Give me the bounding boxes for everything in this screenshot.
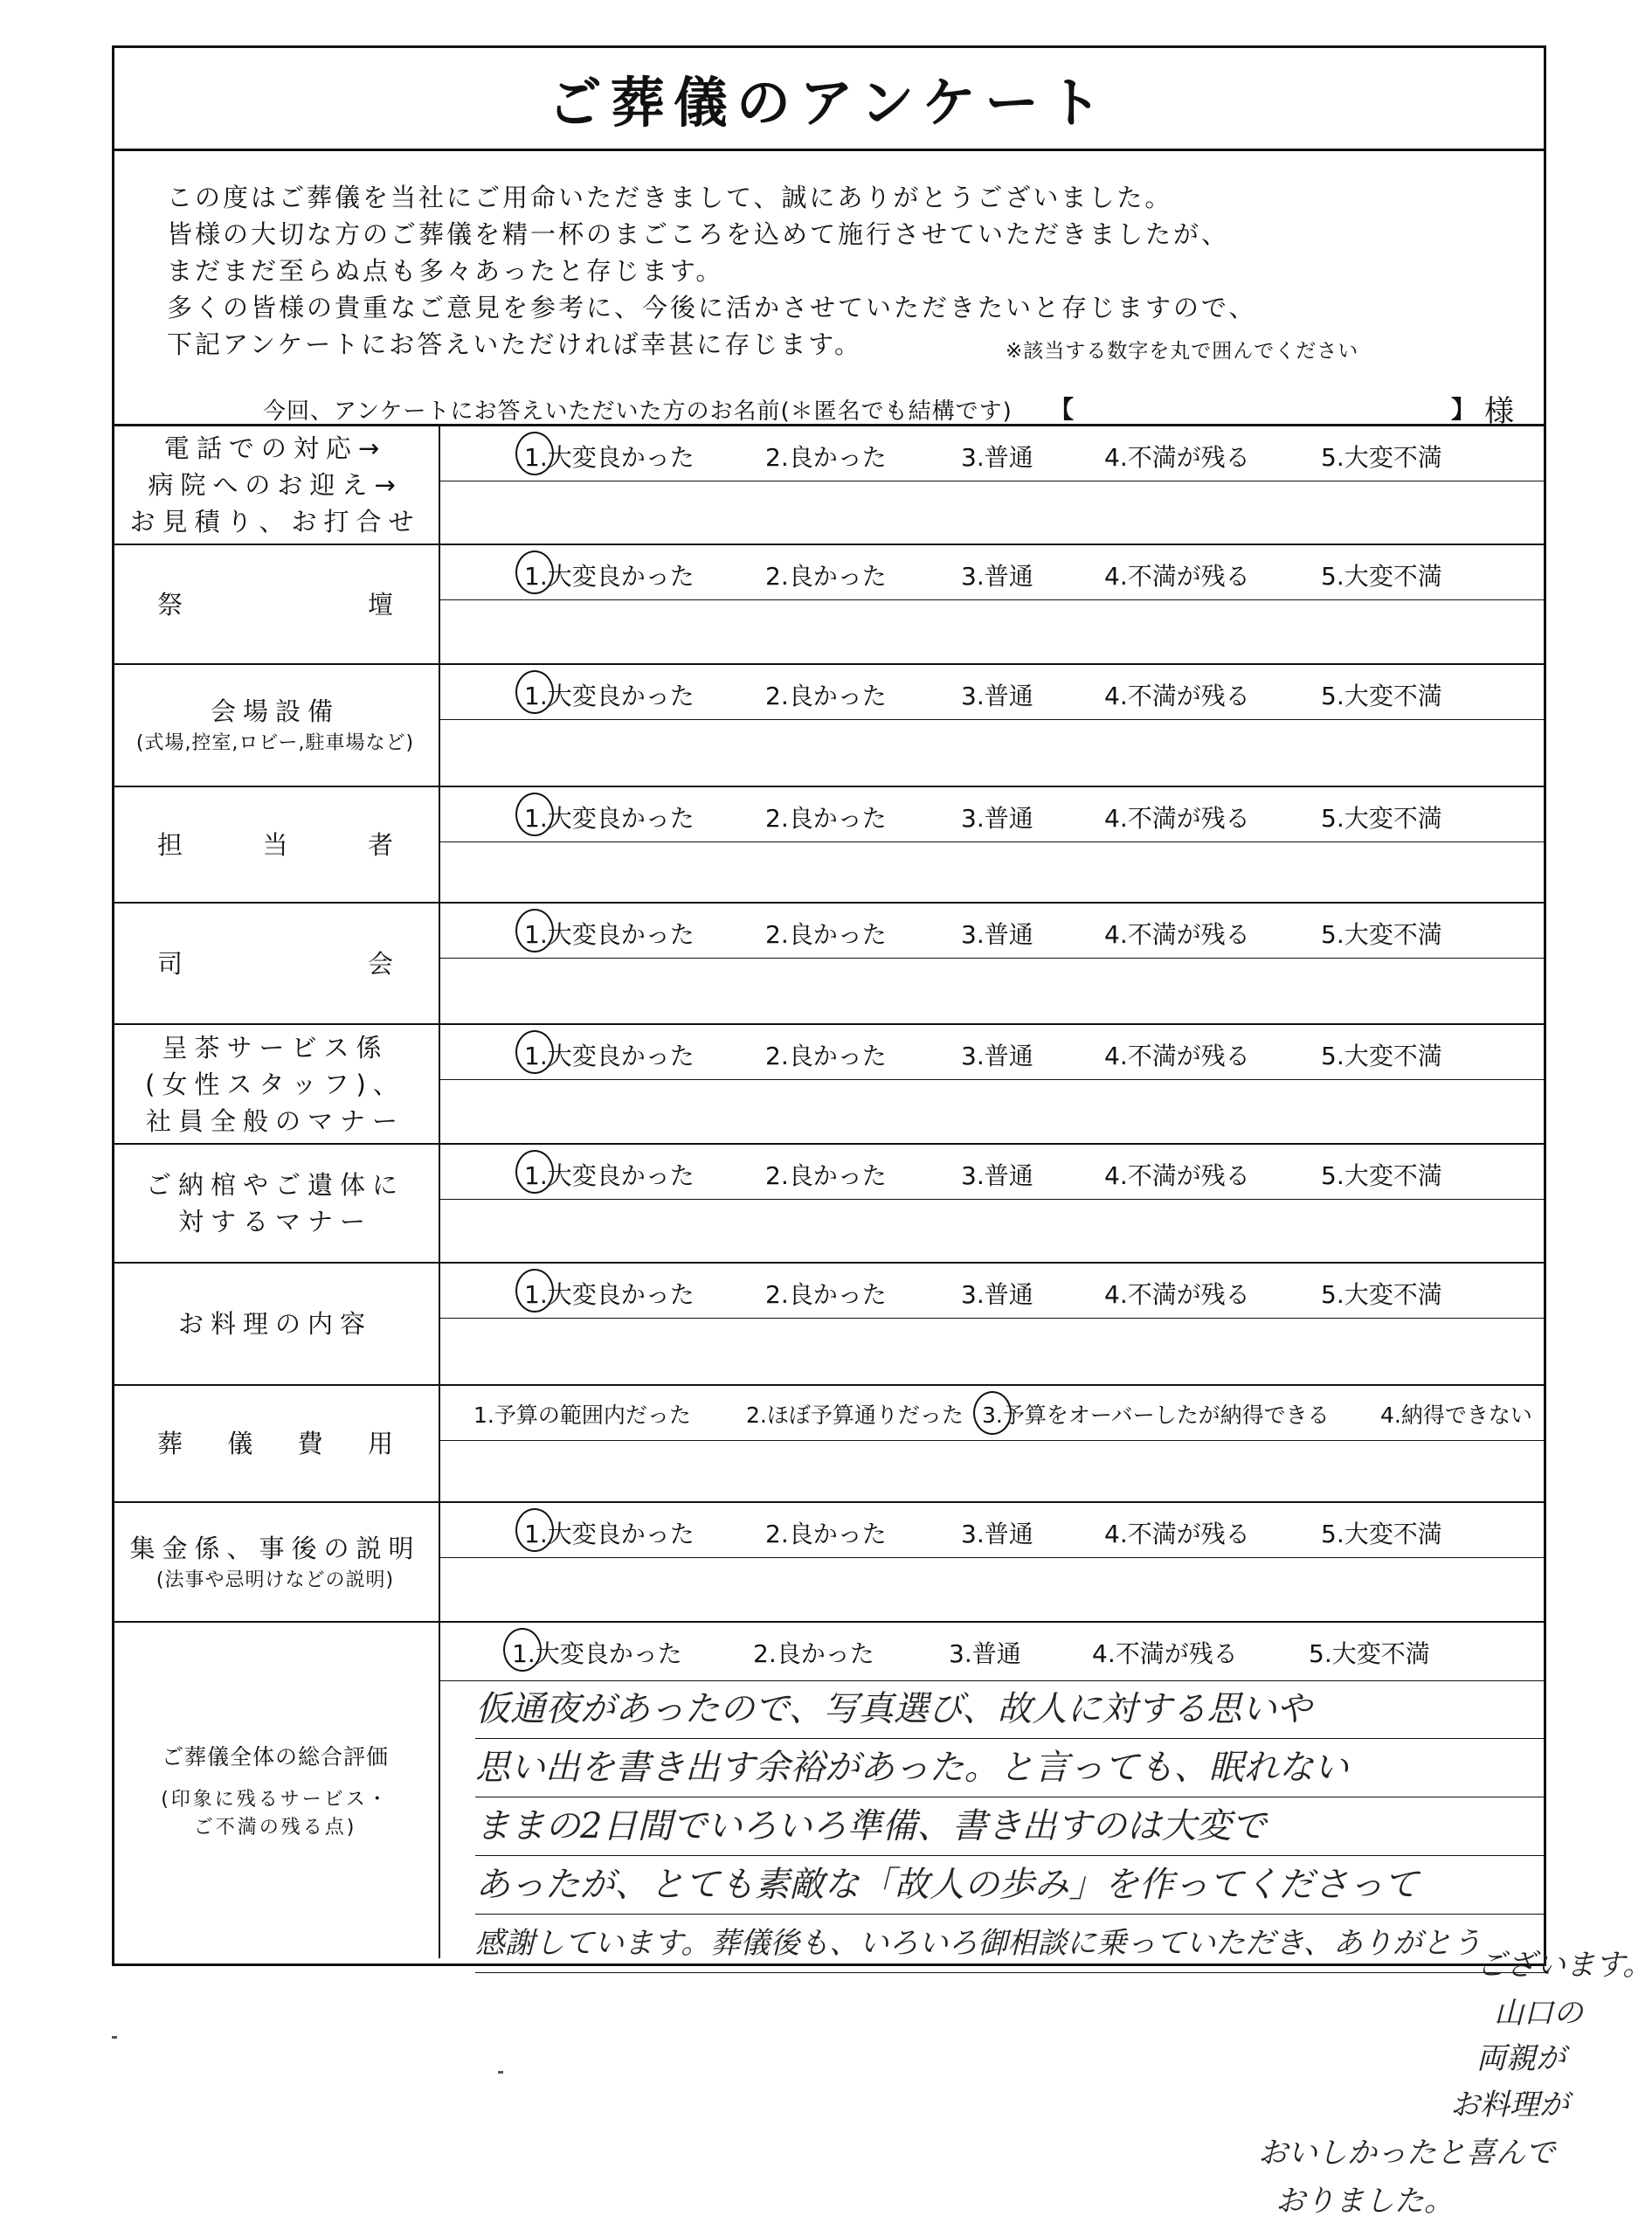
rating-option-selected[interactable]: 1.大変良かった	[524, 439, 695, 474]
handwritten-comment-line: ままの2日間でいろいろ準備、書き出すのは大変で	[475, 1797, 1546, 1856]
rating-option-selected[interactable]: 3.予算をオーバーしたが納得できる	[982, 1398, 1330, 1430]
rating-option-selected[interactable]: 1.大変良かった	[512, 1635, 682, 1670]
rating-option-selected[interactable]: 1.大変良かった	[524, 1157, 695, 1192]
name-field-open[interactable]: 【	[1049, 395, 1075, 424]
survey-row	[112, 904, 1546, 1025]
handwritten-comment-line: 思い出を書き出す余裕があった。と言っても、眠れない	[475, 1739, 1546, 1797]
overall-row	[112, 1623, 1546, 1961]
rating-options	[440, 1145, 1546, 1200]
rating-option[interactable]: 4.不満が残る	[1104, 920, 1250, 949]
comment-area[interactable]	[440, 1318, 1546, 1384]
rating-option[interactable]: 3.普通	[949, 1639, 1021, 1668]
row-label-char: 者	[367, 829, 393, 860]
rating-option[interactable]: 5.大変不満	[1321, 804, 1442, 833]
row-label-line: 電話での対応→	[163, 433, 387, 463]
rating-option[interactable]: 3.普通	[961, 920, 1033, 949]
row-label	[112, 904, 440, 1023]
rating-option-selected[interactable]: 1.大変良かった	[524, 1037, 695, 1072]
rating-option[interactable]: 3.普通	[961, 682, 1033, 710]
survey-row	[112, 1145, 1546, 1264]
row-label-line: 社員全般のマナー	[145, 1105, 404, 1136]
row-label-sub: (式場,控室,ロビー,駐車場など)	[135, 732, 415, 754]
rating-option-selected[interactable]: 1.大変良かった	[524, 916, 695, 951]
comment-area[interactable]	[440, 1557, 1546, 1621]
rating-options	[440, 904, 1546, 959]
rating-option[interactable]: 5.大変不満	[1321, 920, 1442, 949]
survey-sheet	[112, 45, 1546, 1966]
row-label-char: 祭	[157, 589, 183, 620]
row-label	[112, 787, 440, 902]
overall-label-sub: (印象に残るサービス・	[161, 1789, 390, 1811]
row-label-char: 壇	[367, 589, 393, 620]
intro-line: 皆様の大切な方のご葬儀を精一杯のまごころを込めて施行させていただきましたが、	[167, 219, 1230, 249]
rating-options	[440, 545, 1546, 600]
margin-note-line: おいしかったと喜んで	[1258, 2136, 1555, 2171]
row-label-char: 儀	[227, 1429, 253, 1458]
comment-area[interactable]	[440, 958, 1546, 1023]
row-label	[112, 1503, 440, 1621]
rating-option[interactable]: 4.不満が残る	[1104, 443, 1250, 472]
row-label-line: お料理の内容	[177, 1309, 372, 1339]
row-label-line: お見積り、お打合せ	[129, 507, 421, 537]
overall-label-sub: ご不満の残る点)	[193, 1817, 357, 1839]
rating-option[interactable]: 3.普通	[961, 443, 1033, 472]
margin-note-line: 両親が	[1476, 2041, 1566, 2076]
rating-option[interactable]: 2.良かった	[765, 682, 887, 710]
row-label	[112, 1025, 440, 1143]
row-label-char: 葬	[157, 1429, 183, 1458]
rating-option-selected[interactable]: 1.大変良かった	[524, 558, 695, 592]
survey-table	[112, 424, 1546, 1961]
rating-option[interactable]: 3.普通	[961, 1042, 1033, 1070]
rating-options	[440, 787, 1546, 842]
rating-option[interactable]: 2.ほぼ予算通りだった	[746, 1402, 964, 1428]
comment-area[interactable]	[440, 1079, 1546, 1143]
row-label-line: 集金係、事後の説明	[129, 1533, 421, 1563]
row-label	[112, 545, 440, 663]
row-label	[112, 665, 440, 786]
overall-label-title: ご葬儀全体の総合評価	[161, 1744, 389, 1770]
rating-options	[440, 1264, 1546, 1319]
handwritten-comment-line: 仮通夜があったので、写真選び、故人に対する思いや	[475, 1680, 1546, 1739]
comment-area[interactable]	[440, 599, 1546, 663]
comment-area[interactable]	[440, 841, 1546, 902]
name-field-close: 】	[1451, 395, 1476, 424]
intro-line: この度はご葬儀を当社にご用命いただきまして、誠にありがとうございました。	[167, 183, 1173, 212]
rating-option[interactable]: 3.普通	[961, 1161, 1033, 1190]
rating-options	[440, 1386, 1546, 1441]
rating-option[interactable]: 3.普通	[961, 562, 1033, 591]
survey-row	[112, 1025, 1546, 1145]
rating-option[interactable]: 4.不満が残る	[1104, 682, 1250, 710]
rating-option-selected[interactable]: 1.大変良かった	[524, 1276, 695, 1311]
rating-option[interactable]: 4.不満が残る	[1104, 1520, 1250, 1548]
comment-area[interactable]	[440, 1440, 1546, 1501]
row-label-char: 司	[157, 948, 183, 979]
survey-row	[112, 1503, 1546, 1623]
intro-line: まだまだ至らぬ点も多々あったと存じます。	[167, 256, 724, 286]
row-label-char: 担	[157, 829, 183, 860]
rating-option[interactable]: 5.大変不満	[1321, 1520, 1442, 1548]
row-label-char: 用	[367, 1429, 393, 1458]
rating-option[interactable]: 4.不満が残る	[1104, 804, 1250, 833]
row-label	[112, 1145, 440, 1262]
rating-option[interactable]: 2.良かった	[765, 1042, 887, 1070]
rating-option[interactable]: 2.良かった	[765, 1280, 887, 1309]
survey-row	[112, 1386, 1546, 1503]
rating-option-selected[interactable]: 1.大変良かった	[524, 1515, 695, 1550]
intro-line: 下記アンケートにお答えいただければ幸甚に存じます。	[167, 329, 862, 359]
row-label-line: 呈茶サービス係	[162, 1032, 389, 1063]
handwritten-comment[interactable]	[440, 1680, 1546, 1961]
rating-option[interactable]: 4.不満が残る	[1104, 562, 1250, 591]
intro-line: 多くの皆様の貴重なご意見を参考に、今後に活かさせていただきたいと存じますので、	[167, 293, 1257, 322]
comment-area[interactable]	[440, 1199, 1546, 1262]
rating-option[interactable]: 5.大変不満	[1321, 443, 1442, 472]
row-label-line: 病院へのお迎え→	[148, 470, 403, 500]
row-label-char: 費	[297, 1429, 323, 1458]
rating-option[interactable]: 2.良かった	[765, 920, 887, 949]
survey-row	[112, 426, 1546, 545]
rating-option[interactable]: 3.普通	[961, 1280, 1033, 1309]
rating-option[interactable]: 2.良かった	[765, 804, 887, 833]
row-label-sub: (法事や忌明けなどの説明)	[156, 1569, 395, 1591]
rating-options	[440, 426, 1546, 481]
row-label	[112, 426, 440, 544]
row-label-char: 会	[367, 948, 393, 979]
instruction-note: ※該当する数字を丸で囲んでください	[1006, 340, 1359, 363]
rating-options	[440, 1503, 1546, 1558]
rating-option[interactable]: 5.大変不満	[1321, 1161, 1442, 1190]
comment-area[interactable]	[440, 481, 1546, 544]
row-label	[112, 1386, 440, 1501]
rating-options	[440, 665, 1546, 720]
survey-row	[112, 787, 1546, 904]
handwritten-comment-line: 感謝しています。葬儀後も、いろいろ御相談に乗っていただき、ありがとう	[475, 1915, 1546, 1973]
rating-option[interactable]: 2.良かった	[765, 443, 887, 472]
rating-option[interactable]: 4.不満が残る	[1104, 1042, 1250, 1070]
survey-row	[112, 1264, 1546, 1386]
page-title: ご葬儀のアンケート	[114, 48, 1544, 151]
rating-option[interactable]: 5.大変不満	[1321, 682, 1442, 710]
rating-option[interactable]: 5.大変不満	[1321, 562, 1442, 591]
rating-option[interactable]: 3.普通	[961, 804, 1033, 833]
margin-note-line: お料理が	[1450, 2088, 1569, 2123]
rating-option[interactable]: 2.良かった	[765, 562, 887, 591]
margin-note-line: ございます。	[1476, 1948, 1652, 1983]
rating-option[interactable]: 2.良かった	[765, 1520, 887, 1548]
rating-option[interactable]: 2.良かった	[753, 1639, 874, 1668]
row-label-line: (女性スタッフ)、	[145, 1069, 405, 1099]
rating-option[interactable]: 5.大変不満	[1321, 1280, 1442, 1309]
row-label-line: 会場設備	[210, 696, 340, 726]
margin-note-line: 山口の	[1494, 1996, 1583, 2031]
rating-option-selected[interactable]: 1.大変良かった	[524, 677, 695, 712]
rating-option[interactable]: 2.良かった	[765, 1161, 887, 1190]
rating-option[interactable]: 5.大変不満	[1321, 1042, 1442, 1070]
rating-option[interactable]: 1.予算の範囲内だった	[473, 1402, 691, 1428]
rating-option-selected[interactable]: 1.大変良かった	[524, 800, 695, 835]
row-label-line: 対するマナー	[177, 1207, 372, 1236]
margin-note-line: おりました。	[1275, 2184, 1454, 2219]
handwritten-comment-line: あったが、とても素敵な「故人の歩み」を作ってくださって	[475, 1856, 1546, 1915]
rating-option[interactable]: 4.不満が残る	[1092, 1639, 1238, 1668]
rating-option[interactable]: 5.大変不満	[1309, 1639, 1430, 1668]
scan-speck	[112, 2036, 117, 2039]
row-label-line: ご納棺やご遺体に	[145, 1170, 404, 1200]
rating-option[interactable]: 4.不満が残る	[1104, 1280, 1250, 1309]
rating-options	[440, 1623, 1546, 1681]
name-suffix: 様	[1484, 394, 1514, 429]
row-label	[112, 1264, 440, 1384]
overall-label	[112, 1623, 440, 1958]
rating-option[interactable]: 4.納得できない	[1380, 1402, 1532, 1428]
rating-option[interactable]: 4.不満が残る	[1104, 1161, 1250, 1190]
comment-area[interactable]	[440, 719, 1546, 786]
row-label-char: 当	[262, 829, 288, 860]
rating-options	[440, 1025, 1546, 1080]
rating-option[interactable]: 3.普通	[961, 1520, 1033, 1548]
survey-row	[112, 545, 1546, 665]
scan-speck	[498, 2071, 503, 2074]
name-field-label: 今回、アンケートにお答えいただいた方のお名前(＊匿名でも結構です)	[263, 398, 1013, 425]
survey-row	[112, 665, 1546, 787]
